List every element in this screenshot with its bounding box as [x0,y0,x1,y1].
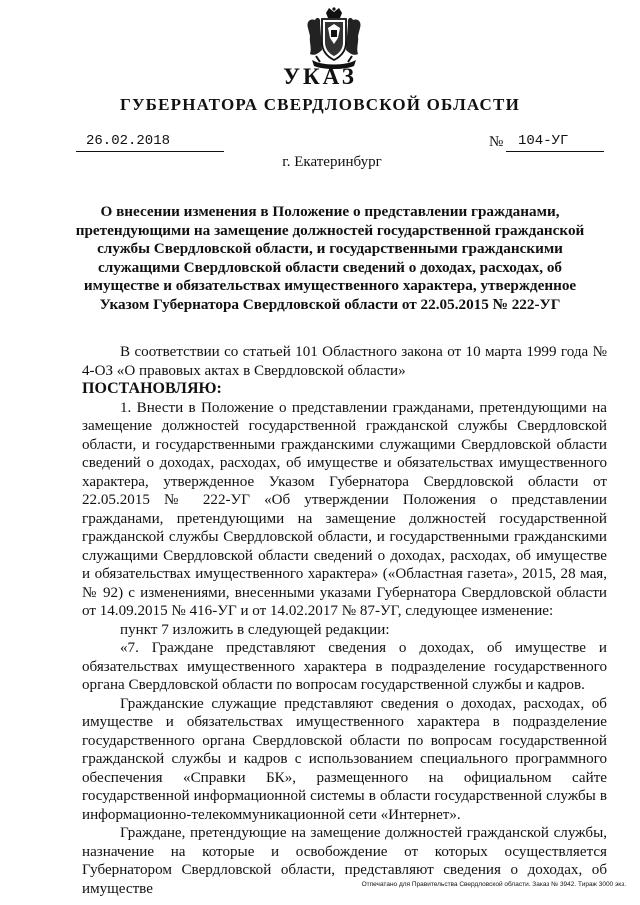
decree-date: 26.02.2018 [76,133,224,152]
preamble-paragraph: В соответствии со статьей 101 Областного закона от 10 марта 1999 года № 4-ОЗ «О правовых актах в Свердловской области» [82,344,607,379]
point-7-intro: пункт 7 изложить в следующей редакции: [120,621,390,638]
print-footer: Отпечатано для Правительства Свердловской области. Заказ № 3942. Тираж 3000 экз. [361,881,626,888]
issuing-authority: ГУБЕРНАТОРА СВЕРДЛОВСКОЙ ОБЛАСТИ [119,95,521,114]
decree-heading: О внесении изменения в Положение о представлении гражданами, претендующими на замещение должностей государственной гражданской службы Свердловской области, и государственными гражданскими служащими Свердловской области сведений о доходах, расходах, об имуществе и обязательствах имущественного характера, утвержденное Указом Губернатора Свердловской области от 22.05.2015 № 222-УГ [75,203,585,313]
coat-of-arms-emblem [302,6,366,72]
number-label: № [489,134,504,150]
city-of-issue: г. Екатеринбург [282,154,382,170]
point-7-paragraph-1: «7. Граждане представляют сведения о доходах, об имуществе и обязательствах имущественного характера в подразделение государственного органа Свердловской области по вопросам государственной службы и кадров. [82,640,607,693]
document-type-title: УКАЗ [283,64,357,89]
decree-body [82,343,607,898]
point-7-paragraph-3: Граждане, претендующие на замещение должностей гражданской службы, назначение на которые и освобождение от которых осуществляется Губернатором Свердловской области, представляют сведения о доходах, об имуществе [82,825,607,897]
decree-number: 104-УГ [506,133,604,152]
item-1-paragraph: 1. Внести в Положение о представлении гражданами, претендующими на замещение должностей государственной гражданской службы Свердловской области, и государственными гражданскими служащими Свердловской области сведений о доходах, расходах, об имуществе и обязательствах имущественного характера, утвержденное Указом Губернатора Свердловской области от 22.05.2015 № 222-УГ «Об утверждении Положения о представлении гражданами, претендующими на замещение должностей государственной гражданской службы Свердловской области, и государственными гражданскими служащими Свердловской области сведений о доходах, расходах, об имуществе и обязательствах имущественного характера» («Областная газета», 2015, 28 мая, № 92) с изменениями, внесенными указами Губернатора Свердловской области от 14.09.2015 № 416-УГ и от 14.02.2017 № 87-УГ, следующее изменение: [82,399,607,619]
decree-word: ПОСТАНОВЛЯЮ: [82,380,222,397]
point-7-paragraph-2: Гражданские служащие представляют сведения о доходах, расходах, об имуществе и обязательствах имущественного характера в подразделение государственного органа Свердловской области по вопросам государственной гражданской службы и кадров с использованием специального программного обеспечения «Справки БК», размещенного на официальном сайте государственной информационной системы в области государственной службы в информационно-телекоммуникационной сети «Интернет». [82,695,607,823]
